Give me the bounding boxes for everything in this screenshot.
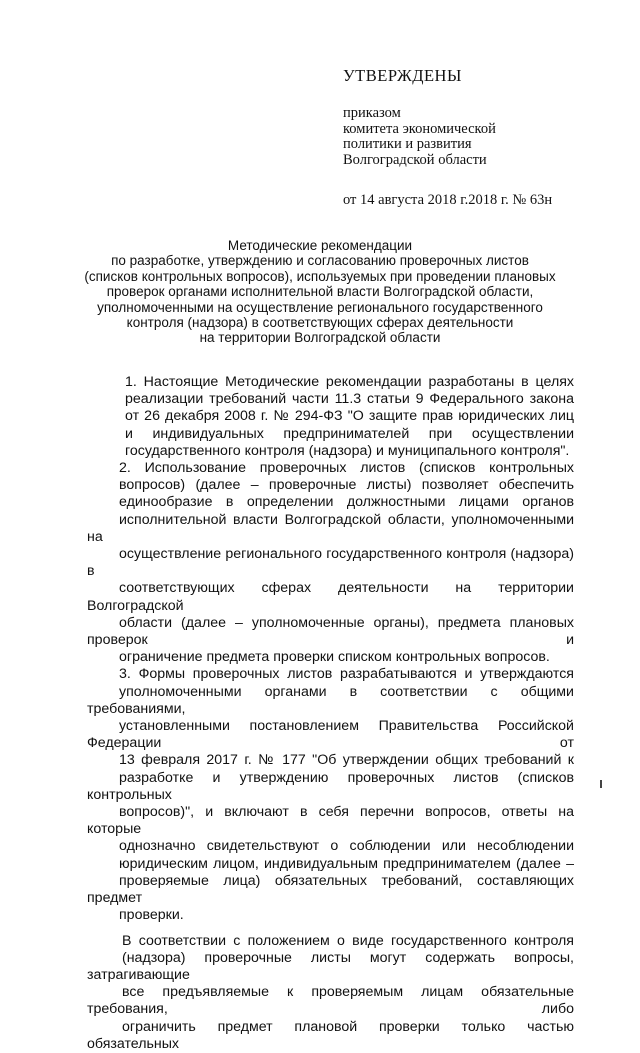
- text-line: ограничение предмета проверки списком контрольных вопросов.: [119, 649, 550, 666]
- text-line: разработке и утверждению проверочных листов (списков контрольных: [87, 769, 574, 803]
- text-line: 2. Использование проверочных листов (списков контрольных: [119, 460, 574, 477]
- title-line: (списков контрольных вопросов), используемых при проведении плановых: [84, 268, 556, 284]
- text-line: 13 февраля 2017 г. № 177 "Об утверждении общих требований к: [119, 752, 574, 769]
- paragraph-4: [87, 933, 574, 1053]
- approval-date: от 14 августа 2018 г.2018 г. № 63н: [343, 192, 553, 208]
- title-line: контроля (надзора) в соответствующих сферах деятельности: [126, 315, 514, 331]
- text-line: от 26 декабря 2008 г. № 294-ФЗ "О защите прав юридических лиц: [125, 408, 574, 425]
- approval-order-line: Волгоградской области: [343, 151, 487, 168]
- paragraph-3: [87, 666, 574, 924]
- approval-order-line: комитета экономической: [343, 120, 496, 137]
- text-line: проверки.: [119, 907, 184, 924]
- text-line: единообразие в определении должностными лицами органов: [119, 494, 574, 511]
- approval-order-line: политики и развития: [343, 136, 472, 152]
- text-line: реализации требований части 11.3 статьи 9 Федерального закона: [125, 391, 574, 408]
- title-line: на территории Волгоградской области: [199, 330, 441, 346]
- text-line: юридическим лицом, индивидуальным предпринимателем (далее –: [119, 855, 574, 872]
- text-line: вопросов)", и включают в себя перечни вопросов, ответы на которые: [87, 804, 574, 838]
- approval-block: [343, 66, 623, 209]
- text-line: вопросов) (далее – проверочные листы) позволяет обеспечить: [119, 477, 574, 494]
- scan-mark: [600, 780, 602, 788]
- text-line: установленными постановлением Правительства Российской Федерации от: [87, 718, 574, 752]
- text-line: проверяемые лица) обязательных требований, составляющих предмет: [87, 872, 574, 907]
- text-line: однозначно свидетельствуют о соблюдении или несоблюдении: [119, 838, 574, 855]
- title-line: Методические рекомендации: [227, 238, 413, 253]
- text-line: все предъявляемые к проверяемым лицам обязательные требования, либо: [87, 984, 574, 1018]
- title-line: проверок органами исполнительной власти Волгоградской области,: [106, 284, 534, 300]
- text-line: уполномоченными органами в соответствии с общими требованиями,: [87, 683, 574, 717]
- paragraph-1: [87, 374, 574, 460]
- text-line: исполнительной власти Волгоградской области, уполномоченными на: [87, 511, 574, 545]
- document-title: [60, 238, 580, 346]
- text-line: ограничить предмет плановой проверки только частью обязательных: [87, 1018, 574, 1052]
- title-line: по разработке, утверждению и согласованию проверочных листов: [111, 253, 529, 269]
- text-line: 3. Формы проверочных листов разрабатываются и утверждаются: [119, 666, 574, 683]
- text-line: осуществление регионального государственного контроля (надзора) в: [87, 546, 574, 580]
- paragraph-2: [87, 460, 574, 666]
- approval-heading: УТВЕРЖДЕНЫ: [343, 66, 462, 85]
- title-line: уполномоченными на осуществление регионального государственного: [97, 299, 543, 315]
- text-line: В соответствии с положением о виде государственного контроля: [122, 932, 574, 949]
- text-line: государственного контроля (надзора) и муниципального контроля".: [125, 442, 570, 459]
- document-body: [87, 374, 574, 1053]
- text-line: соответствующих сферах деятельности на территории Волгоградской: [87, 580, 574, 614]
- approval-order: [343, 106, 623, 168]
- approval-order-line: приказом: [343, 105, 401, 121]
- text-line: (надзора) проверочные листы могут содержать вопросы, затрагивающие: [87, 949, 574, 983]
- text-line: области (далее – уполномоченные органы), предмета плановых проверок и: [87, 614, 574, 649]
- text-line: и индивидуальных предпринимателей при осуществлении: [125, 425, 574, 442]
- text-line: 1. Настоящие Методические рекомендации разработаны в целях: [125, 374, 574, 390]
